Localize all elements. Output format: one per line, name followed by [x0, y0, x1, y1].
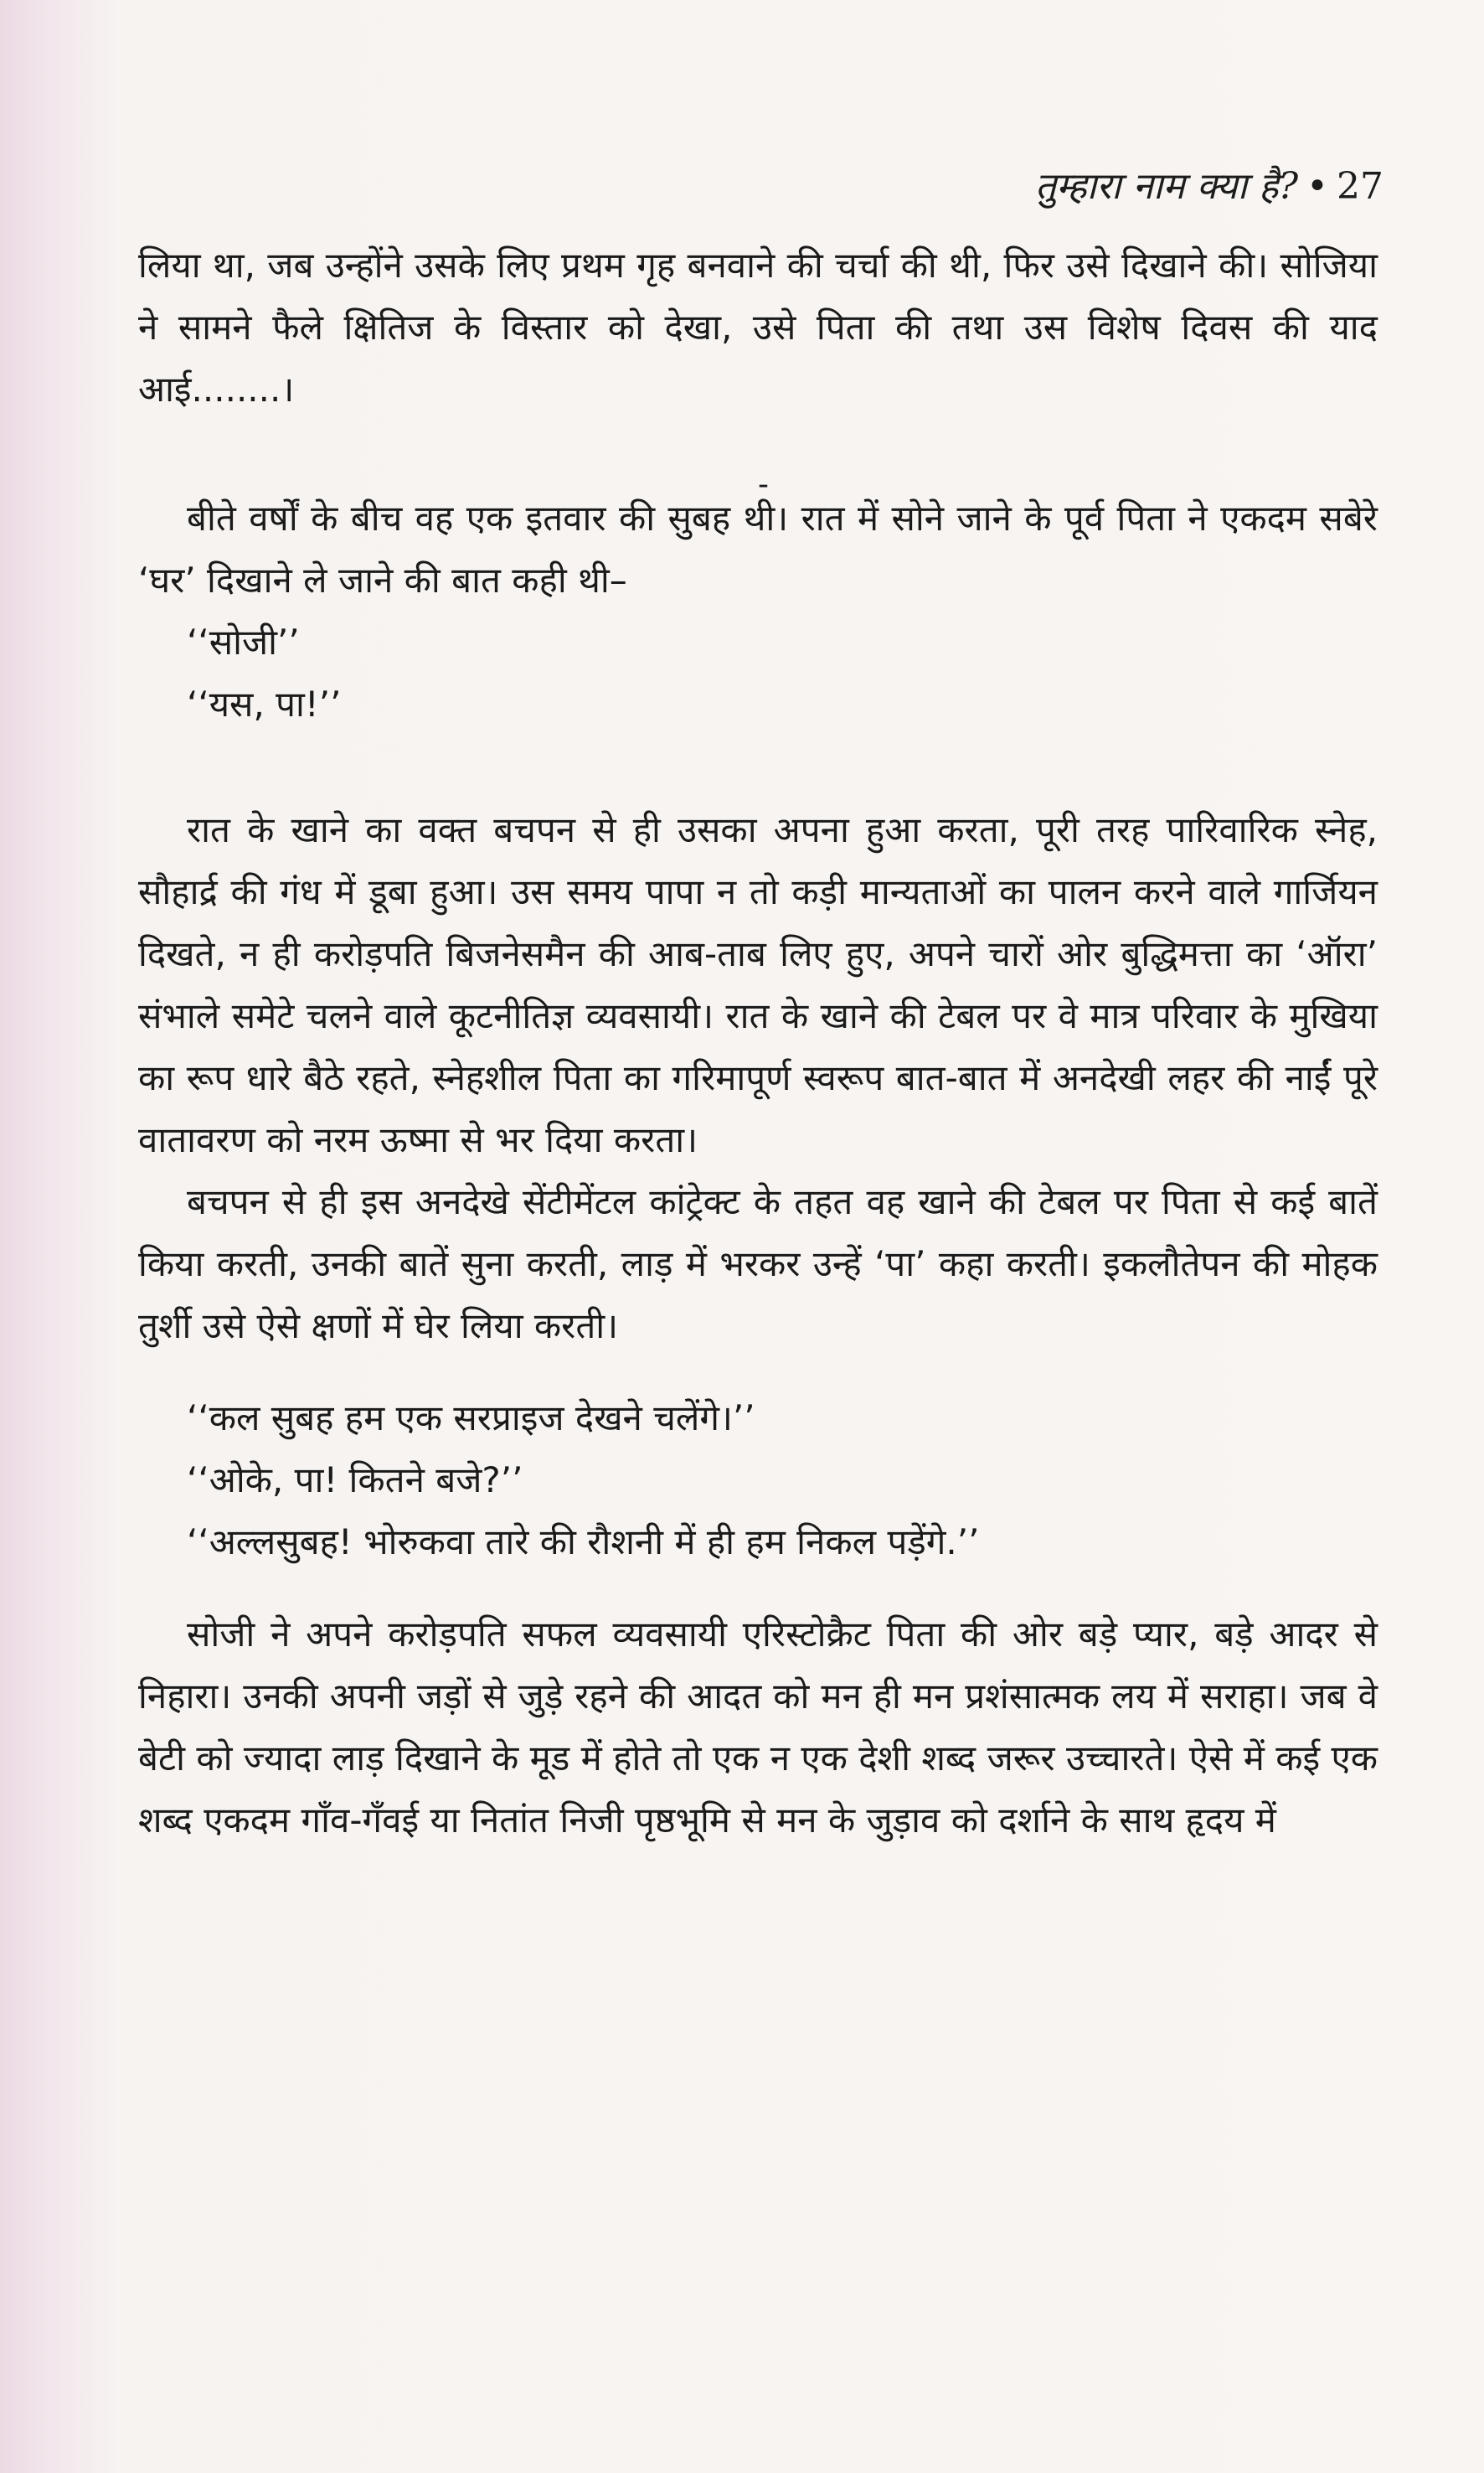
paragraph-gap	[138, 736, 1378, 799]
dialogue-line: ‘‘यस, पा!’’	[187, 684, 342, 725]
running-header	[1035, 159, 1384, 209]
paragraph-gap	[138, 1573, 1378, 1603]
paragraph-sunday: बीते वर्षों के बीच वह एक इतवार की सुबह थी। रात में सोने जाने के पूर्व पिता ने एकदम सबेरे ‘घर’ दिखाने ले जाने की बात कही थी–	[138, 498, 1378, 601]
dialogue-line: ‘‘ओके, पा! कितने बजे?’’	[187, 1459, 523, 1500]
header-separator: •	[1306, 165, 1328, 208]
page-body	[138, 235, 1378, 1851]
section-break-mark: -	[758, 467, 769, 502]
paragraph-dinner: रात के खाने का वक्त बचपन से ही उसका अपना हुआ करता, पूरी तरह पारिवारिक स्नेह, सौहार्द्र की गंध में डूबा हुआ। उस समय पापा न तो कड़ी मान्यताओं का पालन करने वाले गार्जियन दिखते, न ही करोड़पति बिजनेसमैन की आब-ताब लिए हुए, अपने चारों ओर बुद्धिमत्ता का ‘ऑरा’ संभाले समेटे चलने वाले कूटनीतिज्ञ व्यवसायी। रात के खाने की टेबल पर वे मात्र परिवार के मुखिया का रूप धारे बैठे रहते, स्नेहशील पिता का गरिमापूर्ण स्वरूप बात-बात में अनदेखी लहर की नाईं पूरे वातावरण को नरम ऊष्मा से भर दिया करता।	[138, 809, 1378, 1160]
paragraph-childhood: बचपन से ही इस अनदेखे सेंटीमेंटल कांट्रेक्ट के तहत वह खाने की टेबल पर पिता से कई बातें किया करती, उनकी बातें सुना करती, लाड़ में भरकर उन्हें ‘पा’ कहा करती। इकलौतेपन की मोहक तुर्शी उसे ऐसे क्षणों में घेर लिया करती।	[138, 1181, 1378, 1346]
dialogue-line: ‘‘सोजी’’	[187, 622, 300, 663]
paragraph-soji: सोजी ने अपने करोड़पति सफल व्यवसायी एरिस्टोक्रैट पिता की ओर बड़े प्यार, बड़े आदर से निहारा। उनकी अपनी जड़ों से जुड़े रहने की आदत को मन ही मन प्रशंसात्मक लय में सराहा। जब वे बेटी को ज्यादा लाड़ दिखाने के मूड में होते तो एक न एक देशी शब्द जरूर उच्चारते। ऐसे में कई एक शब्द एकदम गाँव-गँवई या नितांत निजी पृष्ठभूमि से मन के जुड़ाव को दर्शाने के साथ हृदय में	[138, 1613, 1378, 1841]
dialogue-line: ‘‘कल सुबह हम एक सरप्राइज देखने चलेंगे।’’	[187, 1397, 755, 1438]
dialogue-line: ‘‘अल्लसुबह! भोरुकवा तारे की रौशनी में ही हम निकल पड़ेंगे.’’	[187, 1521, 980, 1562]
page-number: 27	[1337, 165, 1384, 208]
paragraph-opening: लिया था, जब उन्होंने उसके लिए प्रथम गृह बनवाने की चर्चा की थी, फिर उसे दिखाने की। सोजिया ने सामने फैले क्षितिज के विस्तार को देखा, उसे पिता की तथा उस विशेष दिवस की याद आई........।	[138, 245, 1378, 410]
paragraph-gap	[138, 1357, 1378, 1387]
chapter-title: तुम्हारा नाम क्या है?	[1035, 165, 1299, 208]
section-break	[138, 421, 1378, 502]
